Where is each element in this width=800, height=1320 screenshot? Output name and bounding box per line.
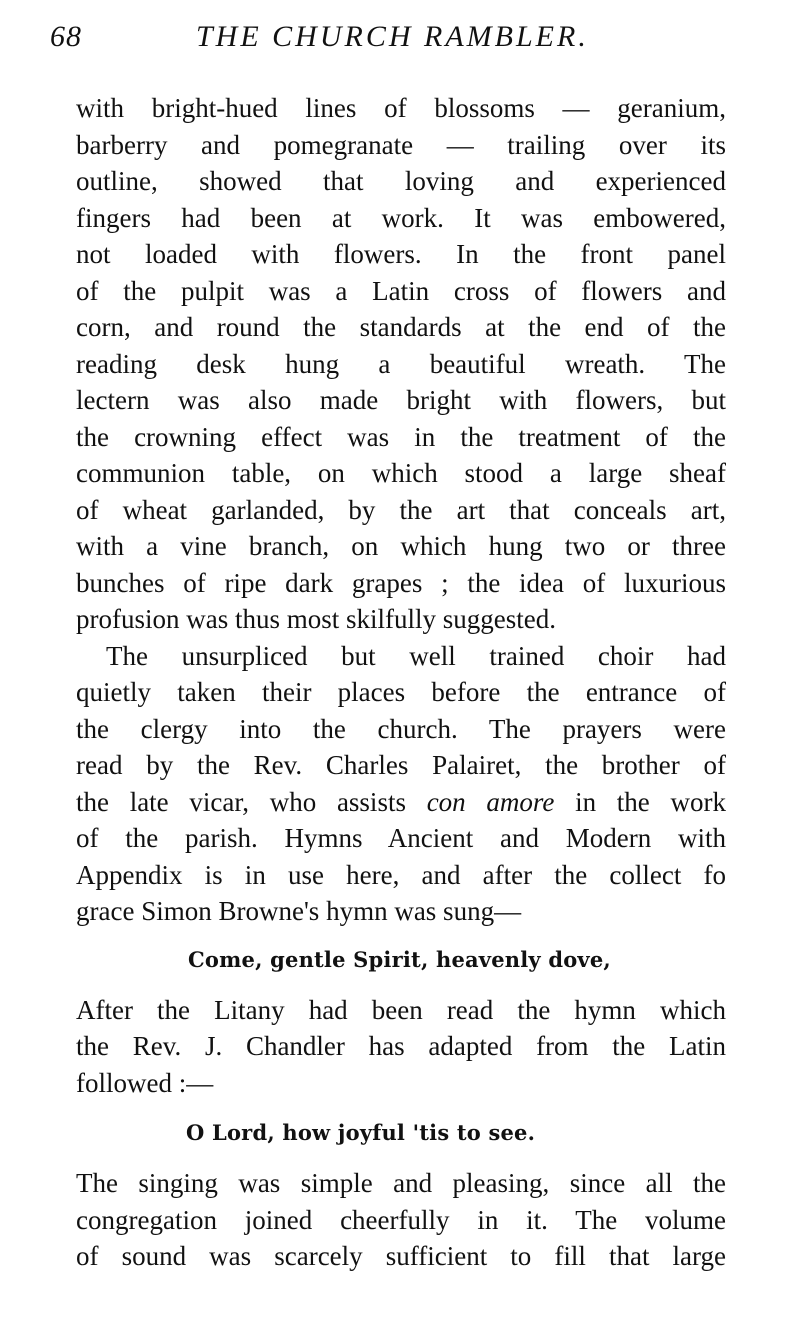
- text-line: After the Litany had been read the hymn which: [76, 994, 726, 1025]
- page-number: 68: [50, 20, 82, 53]
- paragraph-1: [76, 90, 726, 638]
- text-line: not loaded with flowers. In the front panel: [76, 239, 726, 269]
- text-line: congregation joined cheerfully in it. The volume: [76, 1204, 726, 1235]
- text-line: with a vine branch, on which hung two or three: [76, 531, 726, 561]
- text-line: the crowning effect was in the treatment of the: [76, 421, 726, 452]
- text-line: the clergy into the church. The prayers were: [76, 713, 726, 744]
- text-line: with bright-hued lines of blossoms — geranium,: [76, 93, 726, 123]
- text-line: The unsurpliced but well trained choir had: [106, 640, 726, 671]
- text-line: corn, and round the standards at the end of the: [76, 312, 726, 342]
- text-line: communion table, on which stood a large sheaf: [76, 458, 726, 488]
- italic-phrase: con amore: [426, 786, 555, 817]
- text-line: of sound was scarcely sufficient to fill that large: [76, 1241, 726, 1271]
- paragraph-3: [76, 992, 726, 1102]
- text-line: profusion was thus most skilfully suggested.: [76, 604, 556, 634]
- text-line: fingers had been at work. It was embowered,: [76, 202, 726, 233]
- text-line: The singing was simple and pleasing, since all the: [76, 1168, 726, 1198]
- text-line: [76, 784, 726, 821]
- text-line: of wheat garlanded, by the art that conceals art,: [76, 494, 726, 525]
- text-line: the Rev. J. Chandler has adapted from the Latin: [76, 1031, 726, 1061]
- text-line: quietly taken their places before the entrance of: [76, 677, 726, 707]
- text-line: grace Simon Browne's hymn was sung—: [76, 896, 522, 926]
- hymn-quote-1: Come, gentle Spirit, heavenly dove,: [188, 946, 611, 972]
- text-line: Appendix is in use here, and after the collect fo: [76, 859, 726, 890]
- text-segment: the late vicar, who assists: [76, 786, 406, 817]
- running-head: [50, 14, 610, 58]
- text-line: read by the Rev. Charles Palairet, the brother of: [76, 750, 726, 780]
- text-line: barberry and pomegranate — trailing over its: [76, 129, 726, 160]
- text-segment: in the work: [575, 786, 726, 817]
- hymn-quote-2: O Lord, how joyful 'tis to see.: [186, 1120, 536, 1145]
- text-line: outline, showed that loving and experienced: [76, 166, 726, 196]
- paragraph-4: [76, 1165, 726, 1275]
- text-line: reading desk hung a beautiful wreath. The: [76, 348, 726, 379]
- text-line: followed :—: [76, 1067, 214, 1098]
- text-line: of the pulpit was a Latin cross of flowers and: [76, 275, 726, 306]
- running-title: THE CHURCH RAMBLER.: [196, 20, 589, 53]
- text-line: of the parish. Hymns Ancient and Modern with: [76, 823, 726, 853]
- text-line: lectern was also made bright with flowers, but: [76, 385, 726, 415]
- paragraph-2: [76, 638, 726, 930]
- text-line: bunches of ripe dark grapes ; the idea of luxurious: [76, 567, 726, 598]
- body-text: [76, 90, 726, 1275]
